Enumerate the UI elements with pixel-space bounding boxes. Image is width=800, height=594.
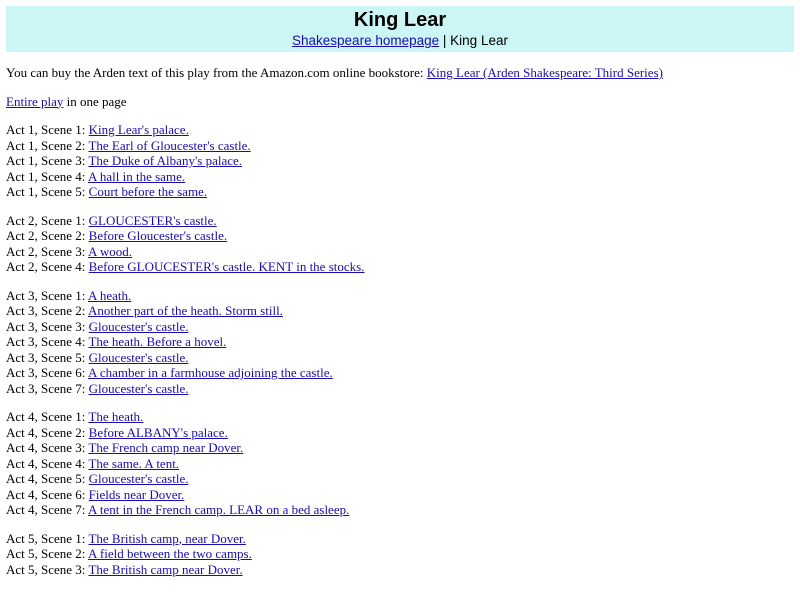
scene-row [6,303,794,319]
scene-link[interactable]: A wood. [87,243,133,259]
scene-link[interactable]: Before ALBANY's palace. [88,424,228,440]
scene-row [6,138,794,154]
scene-row [6,365,794,381]
scene-row [6,502,794,518]
scene-row [6,169,794,185]
scene-link[interactable]: Another part of the heath. Storm still. [87,303,283,318]
scene-label: Act 1, Scene 1: [6,122,86,137]
scene-link[interactable]: Before Gloucester's castle. [88,228,228,243]
scene-link[interactable]: Gloucester's castle. [88,471,189,486]
scene-label: Act 4, Scene 5: [6,471,86,486]
scene-label: Act 4, Scene 4: [6,455,86,471]
scene-label: Act 1, Scene 2: [6,137,86,153]
scene-row [6,456,794,472]
scene-link[interactable]: Before GLOUCESTER's castle. KENT in the stocks. [88,259,365,274]
scene-label: Act 2, Scene 3: [6,243,86,259]
amazon-notice [6,65,794,81]
scene-row [6,153,794,169]
scene-row [6,425,794,441]
scene-label: Act 5, Scene 1: [6,530,86,546]
scene-label: Act 3, Scene 5: [6,349,86,365]
scene-row [6,319,794,335]
scene-label: Act 4, Scene 7: [6,502,86,517]
breadcrumb-current: King Lear [450,33,508,48]
scene-label: Act 2, Scene 4: [6,259,86,274]
scene-label: Act 2, Scene 1: [6,212,86,228]
scene-link[interactable]: Court before the same. [88,184,208,199]
scene-label: Act 5, Scene 2: [6,546,86,561]
main-content [0,65,800,577]
scene-link[interactable]: The Duke of Albany's palace. [88,153,243,168]
page-title: King Lear [353,9,447,31]
scene-link[interactable]: Gloucester's castle. [88,349,189,365]
scene-link[interactable]: A chamber in a farmhouse adjoining the castle. [87,365,333,380]
scene-link[interactable]: Gloucester's castle. [88,318,189,334]
scene-label: Act 1, Scene 4: [6,168,86,184]
scene-label: Act 2, Scene 2: [6,228,86,243]
entire-play-suffix: in one page [66,93,127,109]
scene-row [6,350,794,366]
act-block-1 [6,122,794,200]
amazon-text: You can buy the Arden text of this play from the Amazon.com online bookstore: [6,65,424,80]
scene-link[interactable]: The French camp near Dover. [88,440,244,455]
breadcrumb-separator: | [442,33,447,48]
scene-link[interactable]: The British camp near Dover. [88,561,243,577]
scene-label: Act 4, Scene 3: [6,440,86,455]
scene-row [6,288,794,304]
entire-play-line [6,94,794,110]
scene-link[interactable]: The Earl of Gloucester's castle. [88,137,251,153]
scene-label: Act 3, Scene 7: [6,380,86,396]
scene-link[interactable]: The heath. [88,409,144,424]
scene-label: Act 5, Scene 3: [6,561,86,577]
scene-row [6,440,794,456]
scene-row [6,213,794,229]
scene-row [6,562,794,578]
entire-play-link[interactable]: Entire play [6,93,64,109]
scene-row [6,244,794,260]
scene-row [6,334,794,350]
amazon-book-link[interactable]: King Lear (Arden Shakespeare: Third Series) [426,65,663,80]
act-block-5 [6,531,794,578]
scene-label: Act 1, Scene 5: [6,184,86,199]
scene-link[interactable]: King Lear's palace. [88,122,189,137]
scene-row [6,184,794,200]
scene-row [6,487,794,503]
scene-link[interactable]: The British camp, near Dover. [88,530,246,546]
scene-row [6,381,794,397]
act-block-2 [6,213,794,275]
scene-link[interactable]: Fields near Dover. [88,486,185,502]
scene-label: Act 3, Scene 4: [6,334,86,349]
page-header [6,6,794,52]
scene-link[interactable]: The heath. Before a hovel. [88,334,227,349]
scene-label: Act 4, Scene 6: [6,486,86,502]
scene-row [6,259,794,275]
scene-link[interactable]: GLOUCESTER's castle. [88,212,217,228]
scene-label: Act 3, Scene 3: [6,318,86,334]
scene-row [6,471,794,487]
act-block-4 [6,409,794,518]
scene-label: Act 4, Scene 1: [6,409,86,424]
scene-link[interactable]: A field between the two camps. [87,546,252,561]
scene-row [6,122,794,138]
scene-link[interactable]: The same. A tent. [88,455,180,471]
scene-row [6,409,794,425]
shakespeare-homepage-link[interactable]: Shakespeare homepage [292,33,440,48]
act-block-3 [6,288,794,397]
scene-list [6,122,794,577]
scene-link[interactable]: A hall in the same. [87,168,186,184]
scene-label: Act 3, Scene 6: [6,365,86,380]
scene-link[interactable]: A tent in the French camp. LEAR on a bed asleep. [87,502,350,517]
scene-link[interactable]: A heath. [87,287,132,303]
scene-label: Act 3, Scene 1: [6,287,86,303]
scene-link[interactable]: Gloucester's castle. [88,380,189,396]
scene-row [6,531,794,547]
breadcrumb [6,32,794,50]
scene-label: Act 1, Scene 3: [6,153,86,168]
scene-row [6,228,794,244]
scene-label: Act 3, Scene 2: [6,303,86,318]
scene-label: Act 4, Scene 2: [6,424,86,440]
scene-row [6,546,794,562]
